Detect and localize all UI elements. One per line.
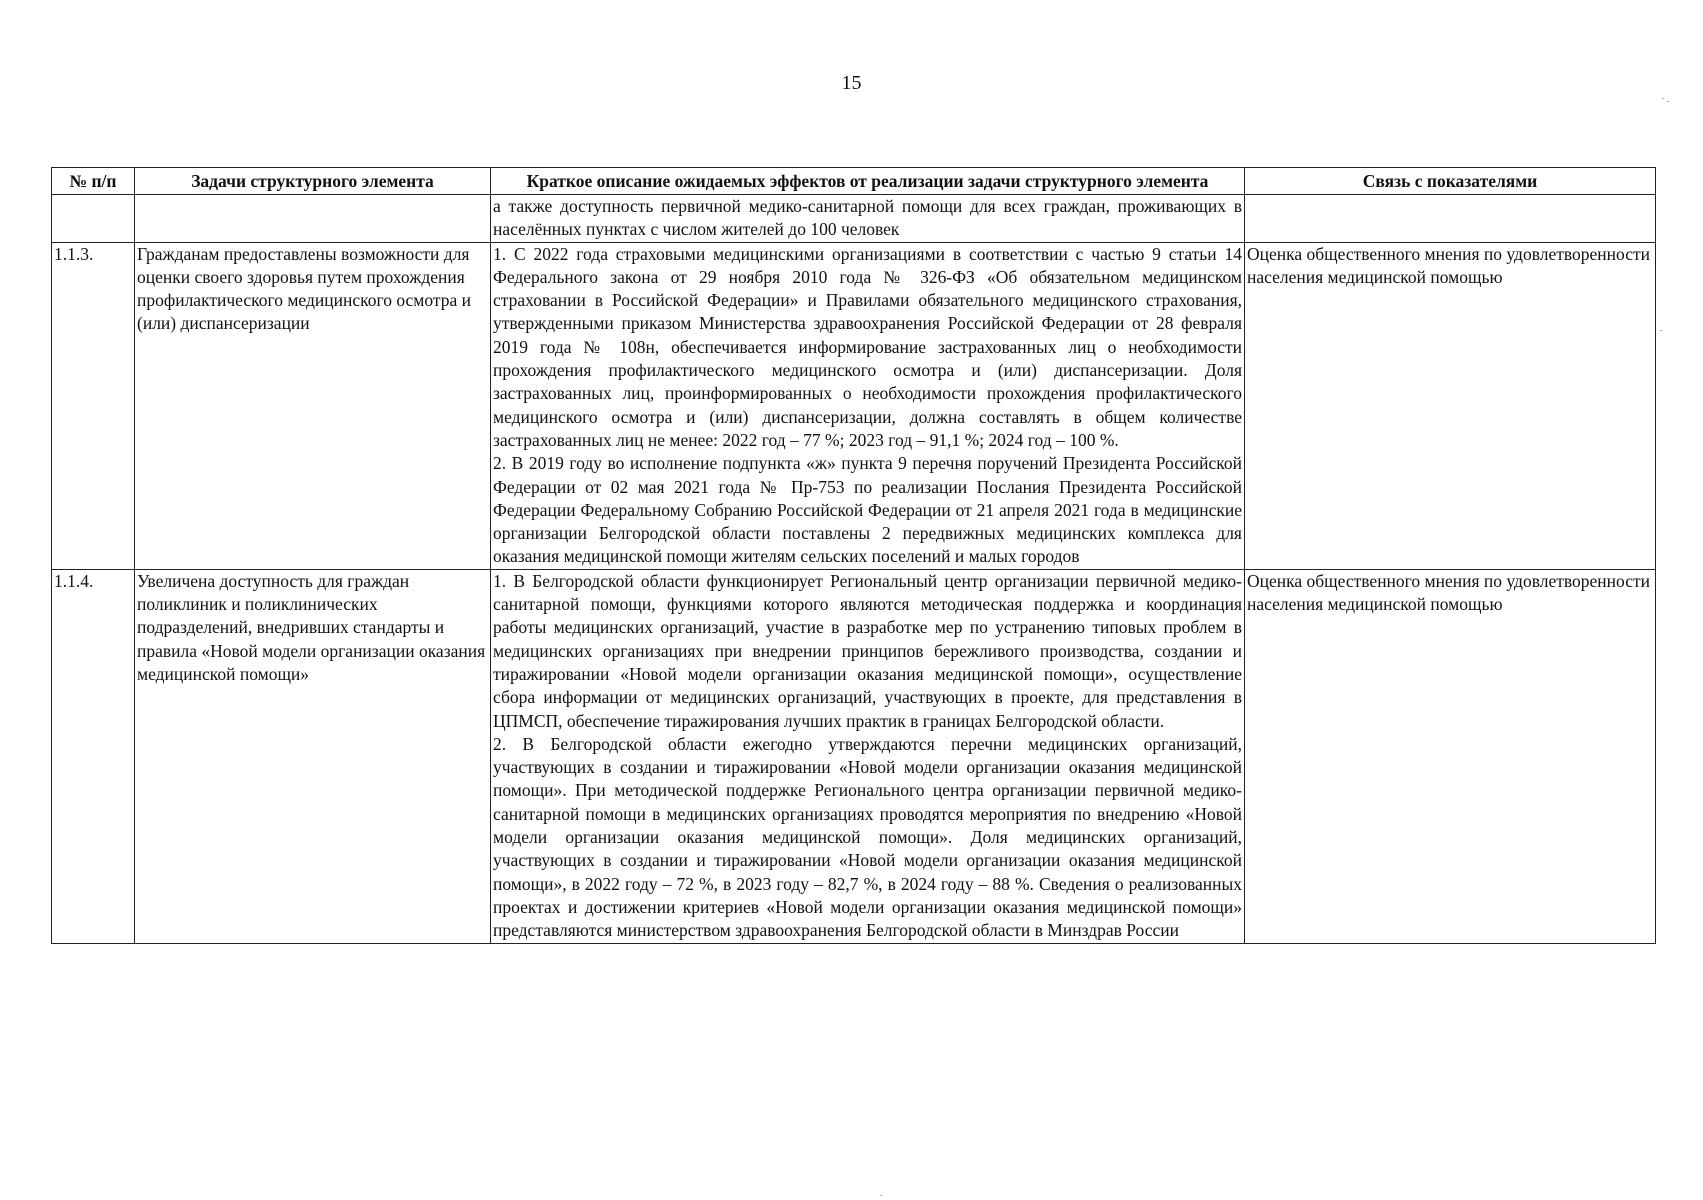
row-indicator-link (1245, 195, 1656, 243)
description-paragraph: 1. В Белгородской области функционирует Региональный центр организации первичной медико-санитарной помощи, функциями которого являются методическая поддержка и координация работы медицинских организаций, участие в разработке мер по устранению типовых проблем в медицинских организациях при внедрении принципов бережливого производства, создании и тиражировании «Новой модели организации оказания медицинской помощи», осуществление сбора информации от медицинских организаций, участвующих в проекте, для представления в ЦПМСП, обеспечение тиражирования лучших практик в границах Белгородской области. (493, 570, 1242, 731)
description-paragraph: 2. В 2019 году во исполнение подпункта «ж» пункта 9 перечня поручений Президента Российской Федерации от 02 мая 2021 года № Пр-753 по реализации Послания Президента Российской Федерации Федеральному Собранию Российской Федерации от 21 апреля 2021 года в медицинские организации Белгородской области поставлены 2 передвижных медицинских комплекса для оказания медицинской помощи жителям сельских поселений и малых городов (493, 453, 1242, 567)
scan-speck (880, 1195, 882, 1196)
row-task (135, 195, 491, 243)
structural-element-tasks-table (51, 167, 1656, 944)
row-indicator-link: Оценка общественного мнения по удовлетворенности населения медицинской помощью (1245, 569, 1656, 943)
table-row (52, 242, 1656, 569)
description-paragraph: 2. В Белгородской области ежегодно утверждаются перечни медицинских организаций, участвующих в создании и тиражировании «Новой модели организации оказания медицинской помощи». При методической поддержке Регионального центра организации первичной медико-санитарной помощи в медицинских организациях проводятся мероприятия по внедрению «Новой модели организации оказания медицинской помощи». Доля медицинских организаций, участвующих в создании и тиражировании «Новой модели организации оказания медицинской помощи», в 2022 году – 72 %, в 2023 году – 82,7 %, в 2024 году – 88 %. Сведения о реализованных проектах и достижении критериев «Новой модели организации оказания медицинской помощи» представляются министерством здравоохранения Белгородской области в Минздрав России (493, 733, 1242, 941)
description-paragraph: 1. С 2022 года страховыми медицинскими организациями в соответствии с частью 9 статьи 14 Федерального закона от 29 ноября 2010 года № 326-ФЗ «Об обязательном медицинском страховании в Российской Федерации» и Правилами обязательного медицинского страхования, утвержденными приказом Министерства здравоохранения Российской Федерации от 28 февраля 2019 года № 108н, обеспечивается информирование застрахованных лиц о необходимости прохождения профилактического медицинского осмотра и (или) диспансеризации. Доля застрахованных лиц, проинформированных о необходимости прохождения профилактического медицинского осмотра и (или) диспансеризации, должна составлять в общем количестве застрахованных лиц не менее: 2022 год – 77 %; 2023 год – 91,1 %; 2024 год – 100 %. (493, 243, 1242, 450)
description-paragraph: а также доступность первичной медико-санитарной помощи для всех граждан, проживающих в населённых пунктах с числом жителей до 100 человек (493, 196, 1242, 240)
scan-speck (1667, 101, 1669, 102)
column-header-indicator-link: Связь с показателями (1245, 168, 1656, 195)
table-header-row (52, 168, 1656, 195)
row-indicator-link: Оценка общественного мнения по удовлетворенности населения медицинской помощью (1245, 242, 1656, 569)
row-task: Гражданам предоставлены возможности для оценки своего здоровья путем прохождения профилактического медицинского осмотра и (или) диспансеризации (135, 242, 491, 569)
row-number: 1.1.3. (52, 242, 135, 569)
column-header-number: № п/п (52, 168, 135, 195)
row-task: Увеличена доступность для граждан поликлиник и поликлинических подразделений, внедривших стандарты и правила «Новой модели организации оказания медицинской помощи» (135, 569, 491, 943)
page-number: 15 (841, 72, 862, 94)
scan-speck (1660, 330, 1662, 331)
row-number: 1.1.4. (52, 569, 135, 943)
table-row (52, 569, 1656, 943)
row-number (52, 195, 135, 243)
scan-speck (1662, 98, 1664, 99)
table-row (52, 195, 1656, 243)
row-description (491, 242, 1245, 569)
row-description (491, 195, 1245, 243)
column-header-description: Краткое описание ожидаемых эффектов от реализации задачи структурного элемента (491, 168, 1245, 195)
column-header-task: Задачи структурного элемента (135, 168, 491, 195)
row-description (491, 569, 1245, 943)
